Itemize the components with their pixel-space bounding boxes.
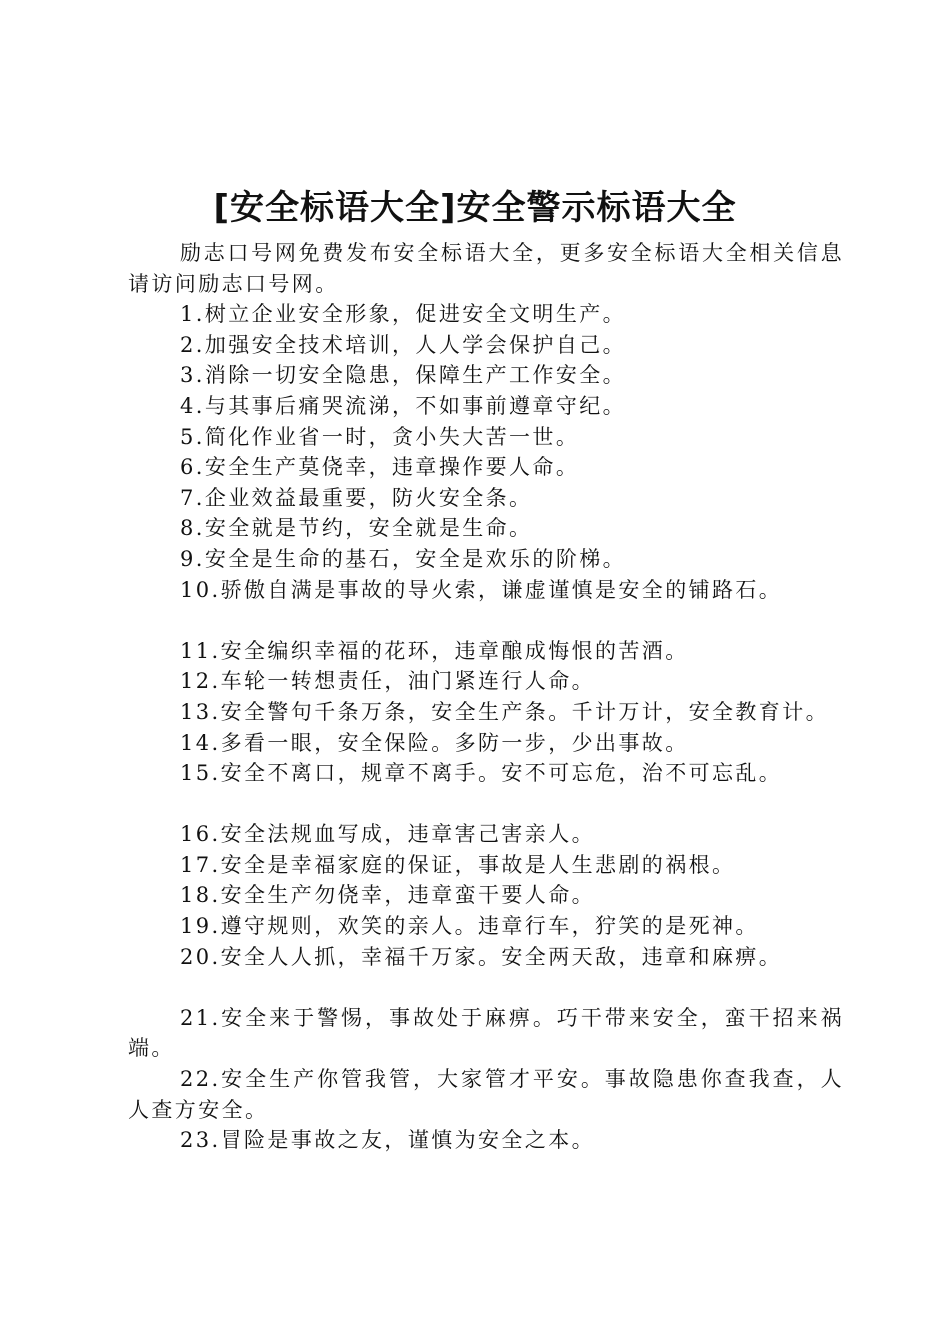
intro-paragraph: 励志口号网免费发布安全标语大全，更多安全标语大全相关信息请访问励志口号网。 (128, 241, 844, 296)
paragraph-spacer (128, 605, 844, 636)
slogan-item: 13.安全警句千条万条，安全生产条。千计万计，安全教育计。 (180, 699, 829, 724)
slogan-item: 23.冒险是事故之友，谨慎为安全之本。 (180, 1128, 595, 1153)
slogan-item: 2.加强安全技术培训，人人学会保护自己。 (180, 332, 627, 357)
slogan-item: 4.与其事后痛哭流涕，不如事前遵章守纪。 (180, 393, 627, 418)
slogan-item: 10.骄傲自满是事故的导火索，谦虚谨慎是安全的铺路石。 (180, 577, 783, 602)
slogan-item: 12.车轮一转想责任，油门紧连行人命。 (180, 669, 595, 694)
paragraph-spacer (128, 972, 844, 1003)
slogan-item: 8.安全就是节约，安全就是生命。 (180, 516, 533, 541)
slogan-item: 20.安全人人抓，幸福千万家。安全两天敌，违章和麻痹。 (180, 944, 783, 969)
slogan-item: 22.安全生产你管我管，大家管才平安。事故隐患你查我查，人人查方安全。 (128, 1067, 844, 1122)
slogan-item: 5.简化作业省一时，贪小失大苦一世。 (180, 424, 580, 449)
slogan-item: 7.企业效益最重要，防火安全条。 (180, 485, 533, 510)
slogan-item: 17.安全是幸福家庭的保证，事故是人生悲剧的祸根。 (180, 852, 736, 877)
slogan-item: 16.安全法规血写成，违章害己害亲人。 (180, 822, 595, 847)
slogan-item: 15.安全不离口，规章不离手。安不可忘危，治不可忘乱。 (180, 761, 783, 786)
slogan-item: 1.树立企业安全形象，促进安全文明生产。 (180, 302, 627, 327)
slogan-item: 11.安全编织幸福的花环，违章酿成悔恨的苦酒。 (180, 638, 689, 663)
slogan-item: 6.安全生产莫侥幸，违章操作要人命。 (180, 455, 580, 480)
slogan-item: 3.消除一切安全隐患，保障生产工作安全。 (180, 363, 627, 388)
slogan-item: 18.安全生产勿侥幸，违章蛮干要人命。 (180, 883, 595, 908)
slogan-item: 9.安全是生命的基石，安全是欢乐的阶梯。 (180, 546, 627, 571)
paragraph-spacer (128, 789, 844, 820)
document-body (128, 238, 844, 1156)
slogan-item: 14.多看一眼，安全保险。多防一步，少出事故。 (180, 730, 689, 755)
document-title: [安全标语大全]安全警示标语大全 (213, 188, 737, 228)
slogan-item: 19.遵守规则，欢笑的亲人。违章行车，狞笑的是死神。 (180, 914, 759, 939)
slogan-item: 21.安全来于警惕，事故处于麻痹。巧干带来安全，蛮干招来祸端。 (128, 1005, 844, 1061)
